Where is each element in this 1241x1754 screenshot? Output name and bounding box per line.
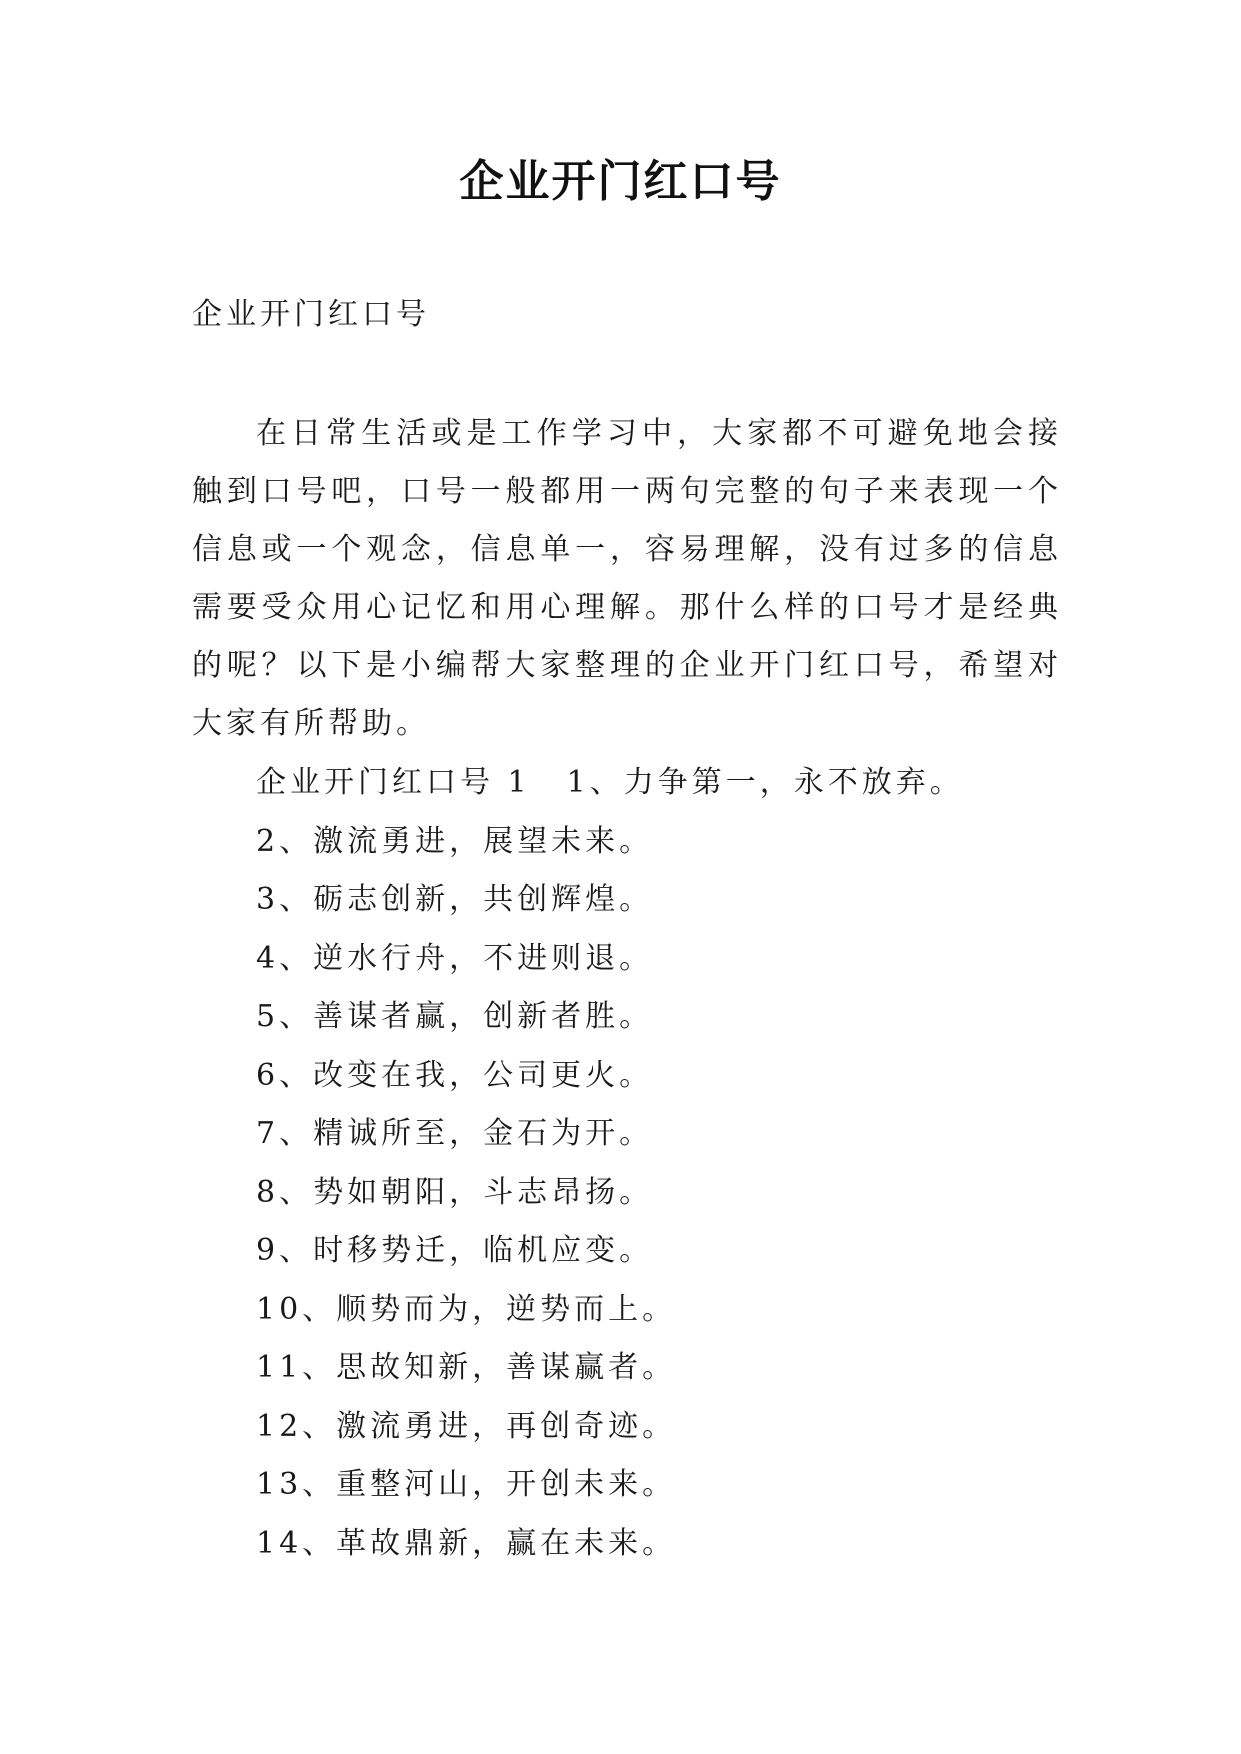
- section-heading: 企业开门红口号 1: [256, 765, 531, 800]
- list-item: 13、重整河山，开创未来。: [256, 1467, 677, 1502]
- list-item: 9、时移势迁，临机应变。: [256, 1233, 654, 1268]
- list-item: 6、改变在我，公司更火。: [256, 1057, 654, 1093]
- list-item: 4、逆水行舟，不进则退。: [256, 940, 654, 976]
- list-item: 12、激流勇进，再创奇迹。: [256, 1408, 677, 1444]
- list-item: 11、思故知新，善谋赢者。: [256, 1350, 677, 1385]
- list-item: 2、激流勇进，展望未来。: [256, 823, 654, 859]
- list-item: 10、顺势而为，逆势而上。: [256, 1291, 677, 1327]
- list-item: 3、砺志创新，共创辉煌。: [256, 882, 654, 917]
- document-subtitle: 企业开门红口号: [192, 297, 430, 332]
- list-item: [256, 754, 964, 813]
- intro-paragraph: 在日常生活或是工作学习中，大家都不可避免地会接触到口号吧，口号一般都用一两句完整的句子来表现一个信息或一个观念，信息单一，容易理解，没有过多的信息需要受众用心记忆和用心理解。那什么样的口号才是经典的呢？以下是小编帮大家整理的企业开门红口号，希望对大家有所帮助。: [192, 416, 1062, 741]
- list-item: 14、革故鼎新，赢在未来。: [256, 1525, 677, 1561]
- slogan-text: 1、力争第一，永不放弃。: [566, 765, 964, 800]
- list-item: 7、精诚所至，金石为开。: [256, 1116, 654, 1151]
- list-item: 5、善谋者赢，创新者胜。: [256, 999, 654, 1034]
- slogan-list: [256, 754, 964, 1573]
- list-item: 8、势如朝阳，斗志昂扬。: [256, 1174, 654, 1210]
- document-title: 企业开门红口号: [459, 156, 782, 207]
